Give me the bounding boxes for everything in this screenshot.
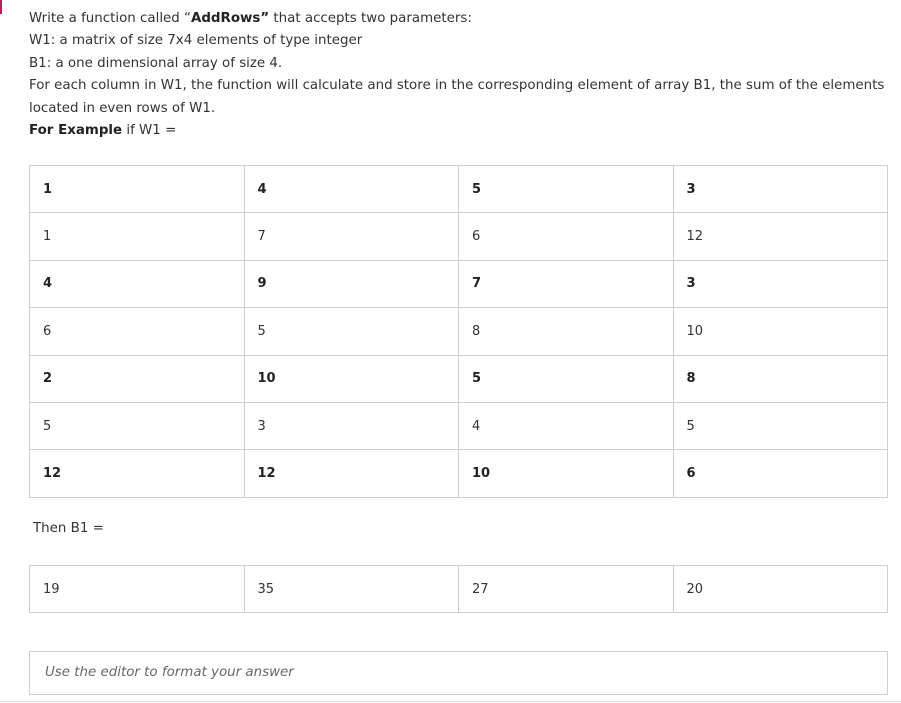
function-name: AddRows” bbox=[190, 11, 270, 26]
table-cell: 4 bbox=[30, 260, 245, 307]
table-cell: 10 bbox=[673, 308, 888, 355]
table-cell: 8 bbox=[459, 308, 674, 355]
table-cell: 6 bbox=[673, 450, 888, 497]
table-cell: 4 bbox=[459, 402, 674, 449]
table-cell: 1 bbox=[30, 166, 245, 213]
table-cell: 1 bbox=[30, 213, 245, 260]
table-cell: 19 bbox=[30, 566, 245, 613]
table-row bbox=[30, 213, 888, 260]
table-cell: 12 bbox=[244, 450, 459, 497]
example-post: if W1 = bbox=[122, 123, 177, 139]
table-cell: 9 bbox=[244, 260, 459, 307]
table-cell: 35 bbox=[244, 566, 459, 613]
accent-bar bbox=[0, 0, 2, 14]
answer-placeholder: Use the editor to format your answer bbox=[45, 665, 294, 680]
table-cell: 2 bbox=[30, 355, 245, 402]
table-cell: 12 bbox=[30, 450, 245, 497]
answer-editor[interactable] bbox=[29, 651, 888, 695]
table-cell: 5 bbox=[30, 402, 245, 449]
then-b1-label: Then B1 = bbox=[33, 521, 104, 536]
table-row bbox=[30, 566, 888, 613]
table-cell: 7 bbox=[244, 213, 459, 260]
matrix-w1-table bbox=[29, 165, 888, 498]
table-cell: 5 bbox=[673, 402, 888, 449]
table-cell: 10 bbox=[244, 355, 459, 402]
table-cell: 8 bbox=[673, 355, 888, 402]
question-line-1-post: that accepts two parameters: bbox=[269, 11, 472, 26]
table-cell: 5 bbox=[244, 308, 459, 355]
example-line bbox=[29, 120, 889, 142]
question-line-1-pre: Write a function called “ bbox=[29, 11, 191, 26]
table-row bbox=[30, 260, 888, 307]
table-row bbox=[30, 402, 888, 449]
table-row bbox=[30, 355, 888, 402]
table-cell: 12 bbox=[673, 213, 888, 260]
array-b1-table bbox=[29, 565, 888, 613]
table-cell: 20 bbox=[673, 566, 888, 613]
table-cell: 5 bbox=[459, 355, 674, 402]
table-cell: 6 bbox=[30, 308, 245, 355]
table-cell: 6 bbox=[459, 213, 674, 260]
question-text bbox=[29, 8, 889, 142]
table-cell: 4 bbox=[244, 166, 459, 213]
example-label: For Example bbox=[29, 123, 123, 139]
table-row bbox=[30, 166, 888, 213]
table-cell: 3 bbox=[673, 166, 888, 213]
table-cell: 27 bbox=[459, 566, 674, 613]
question-line-3: B1: a one dimensional array of size 4. bbox=[29, 55, 283, 71]
table-row bbox=[30, 450, 888, 497]
question-line-1 bbox=[29, 8, 889, 30]
table-row bbox=[30, 308, 888, 355]
question-line-2: W1: a matrix of size 7x4 elements of type integer bbox=[29, 33, 363, 49]
table-cell: 3 bbox=[244, 402, 459, 449]
question-line-4: For each column in W1, the function will calculate and store in the corresponding element of array B1, the sum of the elements located in even rows of W1. bbox=[29, 78, 885, 116]
table-cell: 10 bbox=[459, 450, 674, 497]
table-cell: 7 bbox=[459, 260, 674, 307]
bottom-divider bbox=[0, 701, 901, 702]
table-cell: 3 bbox=[673, 260, 888, 307]
table-cell: 5 bbox=[459, 166, 674, 213]
